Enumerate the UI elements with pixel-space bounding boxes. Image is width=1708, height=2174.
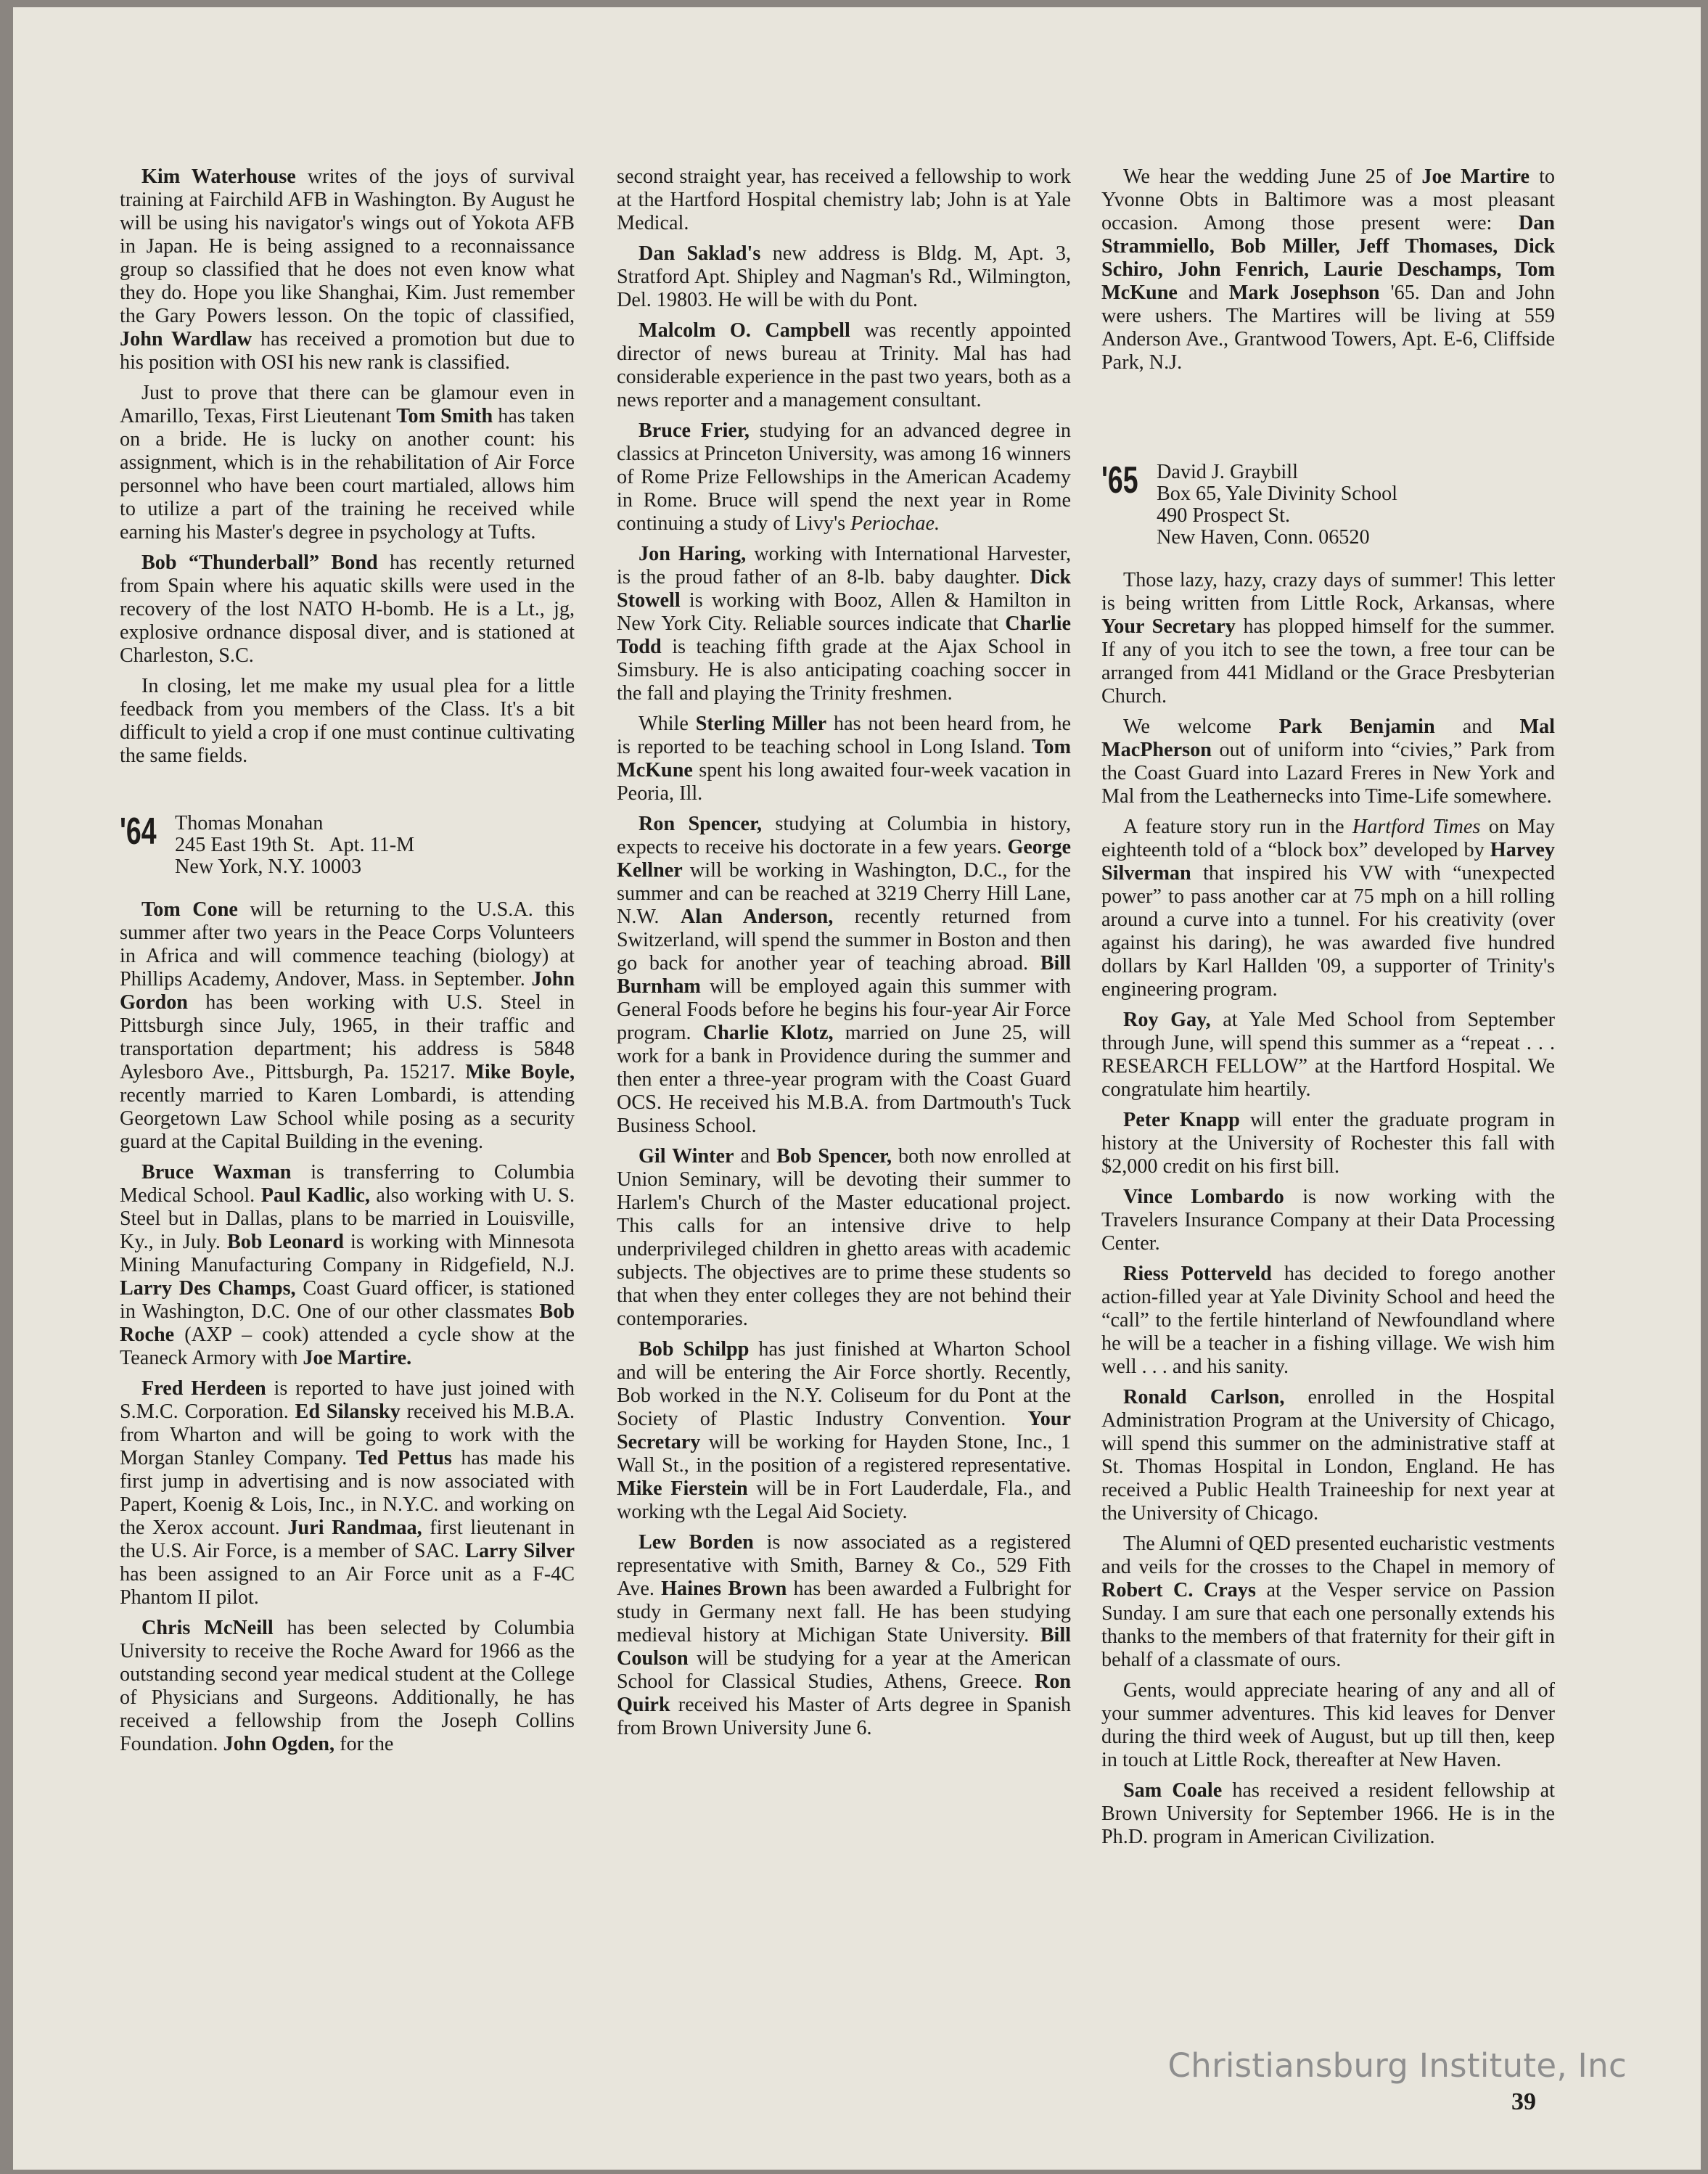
text-run: The Alumni of QED presented eucharistic vestments and veils for the crosses to the Chapel in memory of bbox=[1101, 1533, 1555, 1578]
page-number: 39 bbox=[1511, 2088, 1536, 2115]
text-run: While bbox=[639, 713, 696, 735]
class-secretary-address bbox=[175, 813, 414, 878]
person-name: Mike Boyle, bbox=[465, 1061, 575, 1083]
text-run: recently returned from Switzerland, will spend the summer in Boston and then go back for another year of teaching abroad. bbox=[617, 906, 1072, 975]
class-secretary-address bbox=[1157, 462, 1397, 549]
person-name: Haines Brown bbox=[661, 1578, 787, 1600]
text-run: and bbox=[734, 1145, 777, 1168]
text-run: and bbox=[1177, 282, 1229, 304]
paragraph bbox=[617, 543, 1071, 705]
text-run: Coast Guard officer, is stationed in Washington, D.C. One of our other classmates bbox=[120, 1277, 575, 1323]
text-run: at Yale Med School from September through June, will spend this summer as a “repeat . . . RESEARCH FELLOW” at the Hartford Hospital. We congratulate him heartily. bbox=[1101, 1009, 1555, 1101]
person-name: Bill Burnham bbox=[617, 952, 1071, 998]
person-name: Jon Haring, bbox=[639, 543, 747, 565]
text-run: Those lazy, hazy, crazy days of summer! This letter is being written from Little Rock, Arkansas, where bbox=[1101, 569, 1555, 615]
person-name: Tom Cone bbox=[141, 898, 238, 921]
person-name: Ted Pettus bbox=[356, 1447, 452, 1469]
person-name: Joe Martire. bbox=[303, 1347, 412, 1369]
text-run: spent his long awaited four-week vacation in Peoria, Ill. bbox=[617, 759, 1071, 805]
address-line: New York, N.Y. 10003 bbox=[175, 856, 362, 878]
person-name: Fred Herdeen bbox=[141, 1377, 266, 1400]
person-name: Larry Des Champs, bbox=[120, 1277, 296, 1300]
person-name: John Wardlaw bbox=[120, 328, 252, 350]
text-run: In closing, let me make my usual plea for a little feedback from you members of the Class. It's a bit difficult to yield a crop if one must continue cultivating the same fields. bbox=[120, 675, 575, 767]
person-name: John Gordon bbox=[120, 968, 575, 1014]
paragraph bbox=[1101, 1533, 1555, 1672]
paragraph bbox=[1101, 1263, 1555, 1379]
text-run: second straight year, has received a fellowship to work at the Hartford Hospital chemistry lab; John is at Yale Medical. bbox=[617, 165, 1071, 234]
person-name: Chris McNeill bbox=[141, 1617, 274, 1639]
paragraph bbox=[1101, 165, 1555, 374]
text-run: We welcome bbox=[1123, 715, 1279, 738]
text-run: will be studying for a year at the American School for Classical Studies, Athens, Greece. bbox=[617, 1647, 1071, 1693]
text-run: received his Master of Arts degree in Spanish from Brown University June 6. bbox=[617, 1694, 1071, 1739]
person-name: Dan Strammiello, Bob Miller, Jeff Thomases, Dick Schiro, John Fenrich, Laurie Deschamps, Tom McKune bbox=[1101, 212, 1555, 304]
paragraph bbox=[617, 165, 1071, 235]
text-run: out of uniform into “civies,” Park from the Coast Guard into Lazard Freres in New York and Mal from the Leathernecks into Time-Life somewhere. bbox=[1101, 739, 1555, 808]
person-name: Larry Silver bbox=[465, 1540, 575, 1562]
text-run: has just finished at Wharton School and will be entering the Air Force shortly. Recently, Bob worked in the N.Y. Coliseum for du Pont at the Society of Plastic Industry Convention. bbox=[617, 1338, 1072, 1430]
paragraph bbox=[1101, 1679, 1555, 1772]
class-year: '64 bbox=[120, 811, 157, 853]
person-name: Bob Leonard bbox=[226, 1231, 344, 1253]
person-name: Tom Smith bbox=[396, 405, 493, 427]
paragraph bbox=[120, 1617, 575, 1756]
person-name: Mike Fierstein bbox=[617, 1477, 748, 1500]
text-run: will enter the graduate program in history at the University of Rochester this fall with $2,000 credit on his first bill. bbox=[1101, 1109, 1555, 1178]
text-run: has recently returned from Spain where his aquatic skills were used in the recovery of the lost NATO H-bomb. He is a Lt., jg, explosive ordnance disposal diver, and is stationed at Charleston, S.C. bbox=[120, 551, 575, 667]
secretary-name: Thomas Monahan bbox=[175, 812, 324, 834]
paragraph bbox=[617, 813, 1071, 1138]
text-run: has made his first jump in advertising and is now associated with Papert, Koenig & Lois, Inc., in N.Y.C. and working on the Xerox account. bbox=[120, 1447, 575, 1539]
text-run: has received a promotion but due to his position with OSI his new rank is classified. bbox=[120, 328, 575, 374]
column-3 bbox=[1101, 165, 1555, 1856]
secretary-name: David J. Graybill bbox=[1157, 461, 1298, 483]
person-name: Lew Borden bbox=[639, 1531, 754, 1554]
text-run: enrolled in the Hospital Administration Program at the University of Chicago, will spend this summer on the administrative staff at St. Thomas Hospital in London, England. He has received a Public Health Traineeship for next year at the University of Chicago. bbox=[1101, 1386, 1556, 1525]
person-name: Bob “Thunderball” Bond bbox=[141, 551, 378, 574]
address-line: New Haven, Conn. 06520 bbox=[1157, 526, 1370, 549]
text-run: on May eighteenth told of a “block box” developed by bbox=[1101, 816, 1555, 861]
text-run: is working with Minnesota Mining Manufacturing Company in Ridgefield, N.J. bbox=[120, 1231, 575, 1276]
class-1964-header bbox=[120, 813, 575, 878]
text-run: has plopped himself for the summer. If any of you itch to see the town, a free tour can be arranged from 441 Midland or the Grace Presbyterian Church. bbox=[1101, 615, 1555, 707]
paragraph bbox=[120, 675, 575, 768]
person-name: Bruce Frier, bbox=[639, 419, 750, 442]
text-run: will be working in Washington, D.C., for the summer and can be reached at 3219 Cherry Hill Lane, N.W. bbox=[617, 859, 1071, 928]
paragraph bbox=[617, 1531, 1071, 1740]
text-run: is now working with the Travelers Insurance Company at their Data Processing Center. bbox=[1101, 1186, 1555, 1255]
text-run: has been assigned to an Air Force unit as a F-4C Phantom II pilot. bbox=[120, 1563, 575, 1609]
person-name: Tom McKune bbox=[617, 736, 1071, 782]
text-run: for the bbox=[334, 1733, 394, 1755]
text-run: We hear the wedding June 25 of bbox=[1123, 165, 1422, 188]
text-run: is now associated as a registered representative with Smith, Barney & Co., 529 Fith Ave. bbox=[617, 1531, 1072, 1600]
person-name: Riess Potterveld bbox=[1123, 1263, 1272, 1285]
person-name: Charlie Klotz, bbox=[702, 1022, 834, 1044]
text-run: Just to prove that there can be glamour even in Amarillo, Texas, First Lieutenant bbox=[120, 382, 575, 427]
text-run: studying for an advanced degree in classics at Princeton University, was among 16 winners of Rome Prize Fellowships in the American Academy in Rome. Bruce will spend the next year in Rome continuing a study of Livy's bbox=[617, 419, 1072, 535]
watermark: Christiansburg Institute, Inc bbox=[1167, 2046, 1627, 2085]
person-name: Your Secretary bbox=[1101, 615, 1236, 638]
paragraph bbox=[1101, 1386, 1555, 1525]
paragraph bbox=[120, 1161, 575, 1370]
person-name: Paul Kadlic, bbox=[260, 1184, 370, 1207]
person-name: Mal MacPherson bbox=[1101, 715, 1555, 761]
person-name: George Kellner bbox=[617, 836, 1071, 882]
person-name: Your Secretary bbox=[617, 1408, 1071, 1453]
text-run: has received a resident fellowship at Brown University for September 1966. He is in the Ph.D. program in American Civilization. bbox=[1101, 1779, 1555, 1848]
class-1965-header bbox=[1101, 459, 1555, 549]
text-run: has taken on a bride. He is lucky on another count: his assignment, which is in the rehabilitation of Air Force personnel who have been court martialed, allows him to utilize a part of the training he received while earning his Master's degree in psychology at Tufts. bbox=[120, 405, 575, 544]
person-name: Dan Saklad's bbox=[639, 242, 761, 265]
paragraph bbox=[617, 1145, 1071, 1331]
person-name: Kim Waterhouse bbox=[141, 165, 296, 188]
person-name: Bill Coulson bbox=[617, 1624, 1071, 1670]
person-name: Bob Roche bbox=[120, 1300, 575, 1346]
person-name: Mark Josephson bbox=[1228, 282, 1380, 304]
person-name: Malcolm O. Campbell bbox=[639, 319, 850, 342]
paragraph bbox=[617, 419, 1071, 536]
person-name: Ronald Carlson, bbox=[1123, 1386, 1285, 1408]
paragraph bbox=[1101, 569, 1555, 708]
text-run: also working with U. S. Steel but in Dallas, plans to be married in Louisville, Ky., in July. bbox=[120, 1184, 575, 1253]
text-run: will be in Fort Lauderdale, Fla., and working wth the Legal Aid Society. bbox=[617, 1477, 1071, 1523]
text-run: at the Vesper service on Passion Sunday. I am sure that each one personally extends his thanks to the members of that fraternity for their gift in behalf of a classmate of ours. bbox=[1101, 1579, 1556, 1671]
paragraph bbox=[120, 382, 575, 544]
person-name: Harvey Silverman bbox=[1101, 839, 1555, 885]
italic-title: Periochae. bbox=[850, 512, 940, 535]
person-name: Ron Quirk bbox=[617, 1670, 1071, 1716]
text-run: received his M.B.A. from Wharton and will be going to work with the Morgan Stanley Company. bbox=[120, 1400, 575, 1469]
person-name: Juri Randmaa, bbox=[287, 1517, 422, 1539]
text-run: studying at Columbia in history, expects to receive his doctorate in a few years. bbox=[617, 813, 1071, 858]
text-run: has not been heard from, he is reported to be teaching school in Long Island. bbox=[617, 713, 1072, 758]
text-run: will be returning to the U.S.A. this summer after two years in the Peace Corps Volunteers in Africa and will commence teaching (biology) at Phillips Academy, Andover, Mass. in September. bbox=[120, 898, 575, 990]
paragraph bbox=[617, 242, 1071, 312]
person-name: Sam Coale bbox=[1123, 1779, 1223, 1802]
person-name: Peter Knapp bbox=[1123, 1109, 1240, 1131]
text-run: was recently appointed director of news bureau at Trinity. Mal has had considerable experience in the past two years, both as a news reporter and a management consultant. bbox=[617, 319, 1071, 411]
person-name: Bruce Waxman bbox=[141, 1161, 292, 1184]
person-name: Ed Silansky bbox=[295, 1400, 401, 1423]
class-year: '65 bbox=[1101, 459, 1138, 501]
paragraph bbox=[1101, 715, 1555, 808]
text-run: writes of the joys of survival training at Fairchild AFB in Washington. By August he will be using his navigator's wings out of Yokota AFB in Japan. He is being assigned to a reconnaissance group so classified that he does not even know what they do. Hope you like Shanghai, Kim. Just remember the Gary Powers lesson. On the topic of classified, bbox=[120, 165, 575, 327]
paragraph bbox=[1101, 1009, 1555, 1102]
column-1 bbox=[120, 165, 575, 1763]
address-line: Box 65, Yale Divinity School bbox=[1157, 483, 1398, 505]
text-run: recently married to Karen Lombardi, is attending Georgetown Law School while posing as a security guard at the Capital Building in the evening. bbox=[120, 1084, 575, 1153]
person-name: Park Benjamin bbox=[1278, 715, 1435, 738]
person-name: John Ogden, bbox=[223, 1733, 335, 1755]
person-name: Sterling Miller bbox=[695, 713, 827, 735]
text-run: has been selected by Columbia University to receive the Roche Award for 1966 as the outstanding second year medical student at the College of Physicians and Surgeons. Additionally, he has received a fellowship from the Joseph Collins Foundation. bbox=[120, 1617, 575, 1755]
text-run: has been working with U.S. Steel in Pittsburgh since July, 1965, in their traffic and transportation department; his address is 5848 Aylesboro Ave., Pittsburgh, Pa. 15217. bbox=[120, 991, 575, 1083]
address-line: 245 East 19th St. Apt. 11-M bbox=[175, 834, 415, 856]
person-name: Ron Spencer, bbox=[639, 813, 763, 835]
person-name: Charlie Todd bbox=[617, 612, 1071, 658]
text-run: has decided to forego another action-filled year at Yale Divinity School and heed the “call” to the fertile hinterland of Newfoundland where he will be a teacher in a fishing village. We wish him well . . . and his sanity. bbox=[1101, 1263, 1555, 1378]
person-name: Roy Gay, bbox=[1123, 1009, 1211, 1031]
text-run: to Yvonne Obts in Baltimore was a most pleasant occasion. Among those present were: bbox=[1101, 165, 1555, 234]
person-name: Robert C. Crays bbox=[1101, 1579, 1256, 1601]
paragraph bbox=[120, 165, 575, 374]
address-line: 490 Prospect St. bbox=[1157, 504, 1291, 527]
text-run: is teaching fifth grade at the Ajax School in Simsbury. He is also anticipating coaching soccer in the fall and playing the Trinity freshmen. bbox=[617, 636, 1071, 705]
text-run: '65. Dan and John were ushers. The Martires will be living at 559 Anderson Ave., Grantwood Towers, Apt. E-6, Cliffside Park, N.J. bbox=[1101, 282, 1555, 374]
text-run: will be employed again this summer with General Foods before he begins his four-year Air Force program. bbox=[617, 975, 1071, 1044]
paragraph bbox=[1101, 1109, 1555, 1178]
italic-title: Hartford Times bbox=[1352, 816, 1481, 838]
person-name: Joe Martire bbox=[1421, 165, 1530, 188]
paragraph bbox=[617, 713, 1071, 805]
person-name: Dick Stowell bbox=[617, 566, 1071, 612]
page bbox=[13, 7, 1701, 2170]
person-name: Bob Spencer, bbox=[776, 1145, 892, 1168]
text-run: and bbox=[1434, 715, 1520, 738]
text-run: married on June 25, will work for a bank in Providence during the summer and then enter a three-year program with the Coast Guard OCS. He received his M.B.A. from Dartmouth's Tuck Business School. bbox=[617, 1022, 1071, 1137]
text-run: (AXP – cook) attended a cycle show at the Teaneck Armory with bbox=[120, 1324, 575, 1369]
person-name: Alan Anderson, bbox=[680, 906, 834, 928]
text-run: is reported to have just joined with S.M.C. Corporation. bbox=[120, 1377, 575, 1423]
text-run: both now enrolled at Union Seminary, will be devoting their summer to Harlem's Church of the Master educational project. This calls for an intensive drive to help underprivileged children in ghetto areas with academic subjects. The objectives are to prime these students so that when they enter colleges they are not behind their contemporaries. bbox=[617, 1145, 1071, 1330]
text-run: that inspired his VW with “unexpected power” to pass another car at 75 mph on a hill rolling around a curve into a tunnel. For his creativity (over against his daring), he was awarded five hundred dollars by Karl Hallden '09, a supporter of Trinity's engineering program. bbox=[1101, 862, 1555, 1001]
paragraph bbox=[120, 551, 575, 668]
paragraph bbox=[120, 1377, 575, 1609]
paragraph bbox=[617, 319, 1071, 412]
paragraph bbox=[1101, 1186, 1555, 1255]
paragraph bbox=[120, 898, 575, 1154]
paragraph bbox=[1101, 816, 1555, 1001]
text-run: is working with Booz, Allen & Hamilton in New York City. Reliable sources indicate that bbox=[617, 589, 1071, 635]
text-run: will be working for Hayden Stone, Inc., 1 Wall St., in the position of a registered representative. bbox=[617, 1431, 1071, 1477]
person-name: Gil Winter bbox=[639, 1145, 734, 1168]
text-run: working with International Harvester, is the proud father of an 8-lb. baby daughter. bbox=[617, 543, 1071, 588]
text-run: first lieutenant in the U.S. Air Force, is a member of SAC. bbox=[120, 1517, 575, 1562]
column-2 bbox=[617, 165, 1071, 1747]
text-run: is transferring to Columbia Medical School. bbox=[120, 1161, 575, 1207]
text-run: Gents, would appreciate hearing of any and all of your summer adventures. This kid leaves for Denver during the third week of August, but up till then, keep in touch at Little Rock, thereafter at New Haven. bbox=[1101, 1679, 1555, 1771]
text-run: A feature story run in the bbox=[1123, 816, 1352, 838]
paragraph bbox=[1101, 1779, 1555, 1849]
text-run: has been awarded a Fulbright for study in Germany next fall. He has been studying medieval history at Michigan State University. bbox=[617, 1578, 1072, 1646]
person-name: Bob Schilpp bbox=[639, 1338, 750, 1361]
text-run: new address is Bldg. M, Apt. 3, Stratford Apt. Shipley and Nagman's Rd., Wilmington, Del. 19803. He will be with du Pont. bbox=[617, 242, 1072, 311]
person-name: Vince Lombardo bbox=[1123, 1186, 1284, 1208]
paragraph bbox=[617, 1338, 1071, 1524]
